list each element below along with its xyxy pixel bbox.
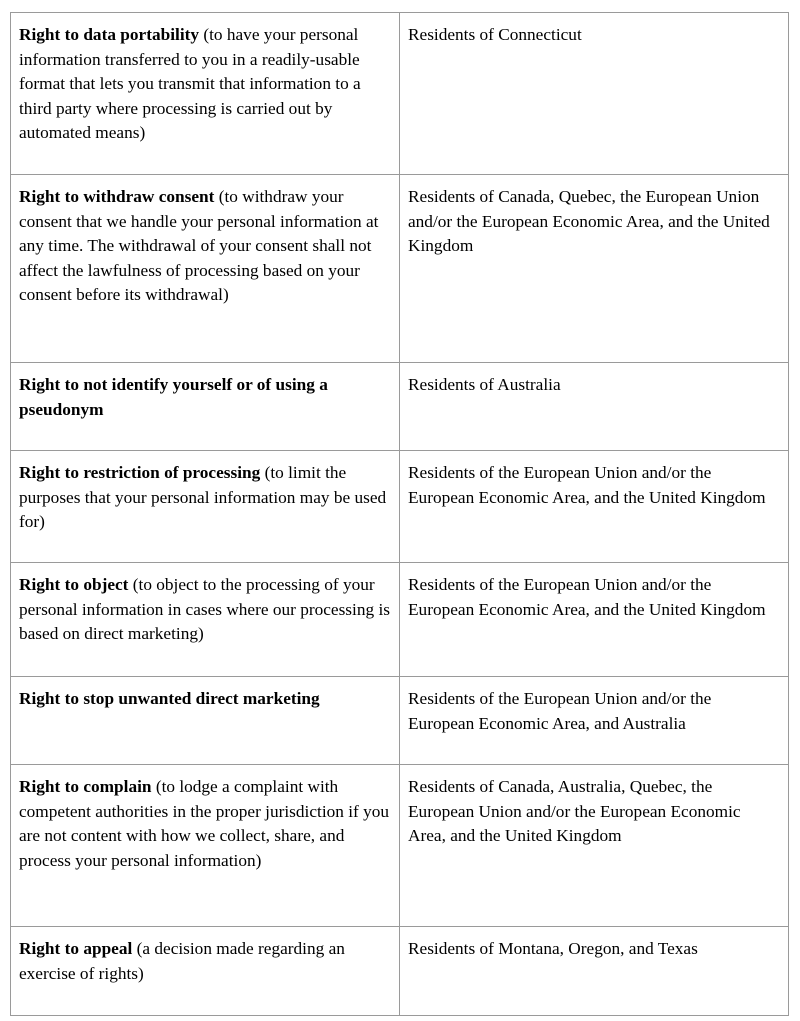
applicability-cell [400,765,789,927]
right-name: Right to data portability [19,25,200,44]
right-description: (to lodge a complaint with competent authorities in the proper jurisdiction if you are not content with how we collect, share, and process your personal information) [19,777,390,870]
table-row [11,927,789,1016]
applicable-residents: Residents of the European Union and/or the European Economic Area, and Australia [408,689,712,733]
right-name: Right to restriction of processing [19,463,261,482]
table-row [11,451,789,563]
applicability-cell [400,363,789,451]
table-row [11,765,789,927]
table-row [11,563,789,677]
right-name: Right to withdraw consent [19,187,215,206]
rights-table [10,12,789,1016]
right-cell [11,363,400,451]
right-description: (to limit the purposes that your personal information may be used for) [19,463,387,532]
table-row [11,677,789,765]
applicability-cell [400,677,789,765]
applicability-cell [400,927,789,1016]
table-row [11,13,789,175]
table-row [11,175,789,363]
right-name: Right to not identify yourself or of using a pseudonym [19,375,328,419]
applicable-residents: Residents of Montana, Oregon, and Texas [408,939,698,958]
applicability-cell [400,563,789,677]
right-name: Right to appeal [19,939,133,958]
right-cell [11,677,400,765]
applicable-residents: Residents of the European Union and/or the European Economic Area, and the United Kingdom [408,463,766,507]
applicable-residents: Residents of Connecticut [408,25,582,44]
right-description: (a decision made regarding an exercise of rights) [19,939,345,983]
right-cell [11,451,400,563]
applicability-cell [400,451,789,563]
table-row [11,363,789,451]
right-cell [11,175,400,363]
right-name: Right to stop unwanted direct marketing [19,689,320,708]
right-description: (to have your personal information transferred to you in a readily-usable format that lets you transmit that information to a third party where processing is carried out by automated means) [19,25,361,143]
applicable-residents: Residents of Australia [408,375,561,394]
right-cell [11,927,400,1016]
right-name: Right to complain [19,777,152,796]
applicable-residents: Residents of Canada, Quebec, the European Union and/or the European Economic Area, and the United Kingdom [408,187,770,256]
right-cell [11,13,400,175]
right-description: (to object to the processing of your personal information in cases where our processing is based on direct marketing) [19,575,390,644]
right-description: (to withdraw your consent that we handle your personal information at any time. The withdrawal of your consent shall not affect the lawfulness of processing based on your consent before its withdrawal) [19,187,379,305]
applicable-residents: Residents of Canada, Australia, Quebec, the European Union and/or the European Economic Area, and the United Kingdom [408,777,741,846]
applicability-cell [400,13,789,175]
right-name: Right to object [19,575,129,594]
right-cell [11,563,400,677]
applicable-residents: Residents of the European Union and/or the European Economic Area, and the United Kingdom [408,575,766,619]
right-cell [11,765,400,927]
applicability-cell [400,175,789,363]
